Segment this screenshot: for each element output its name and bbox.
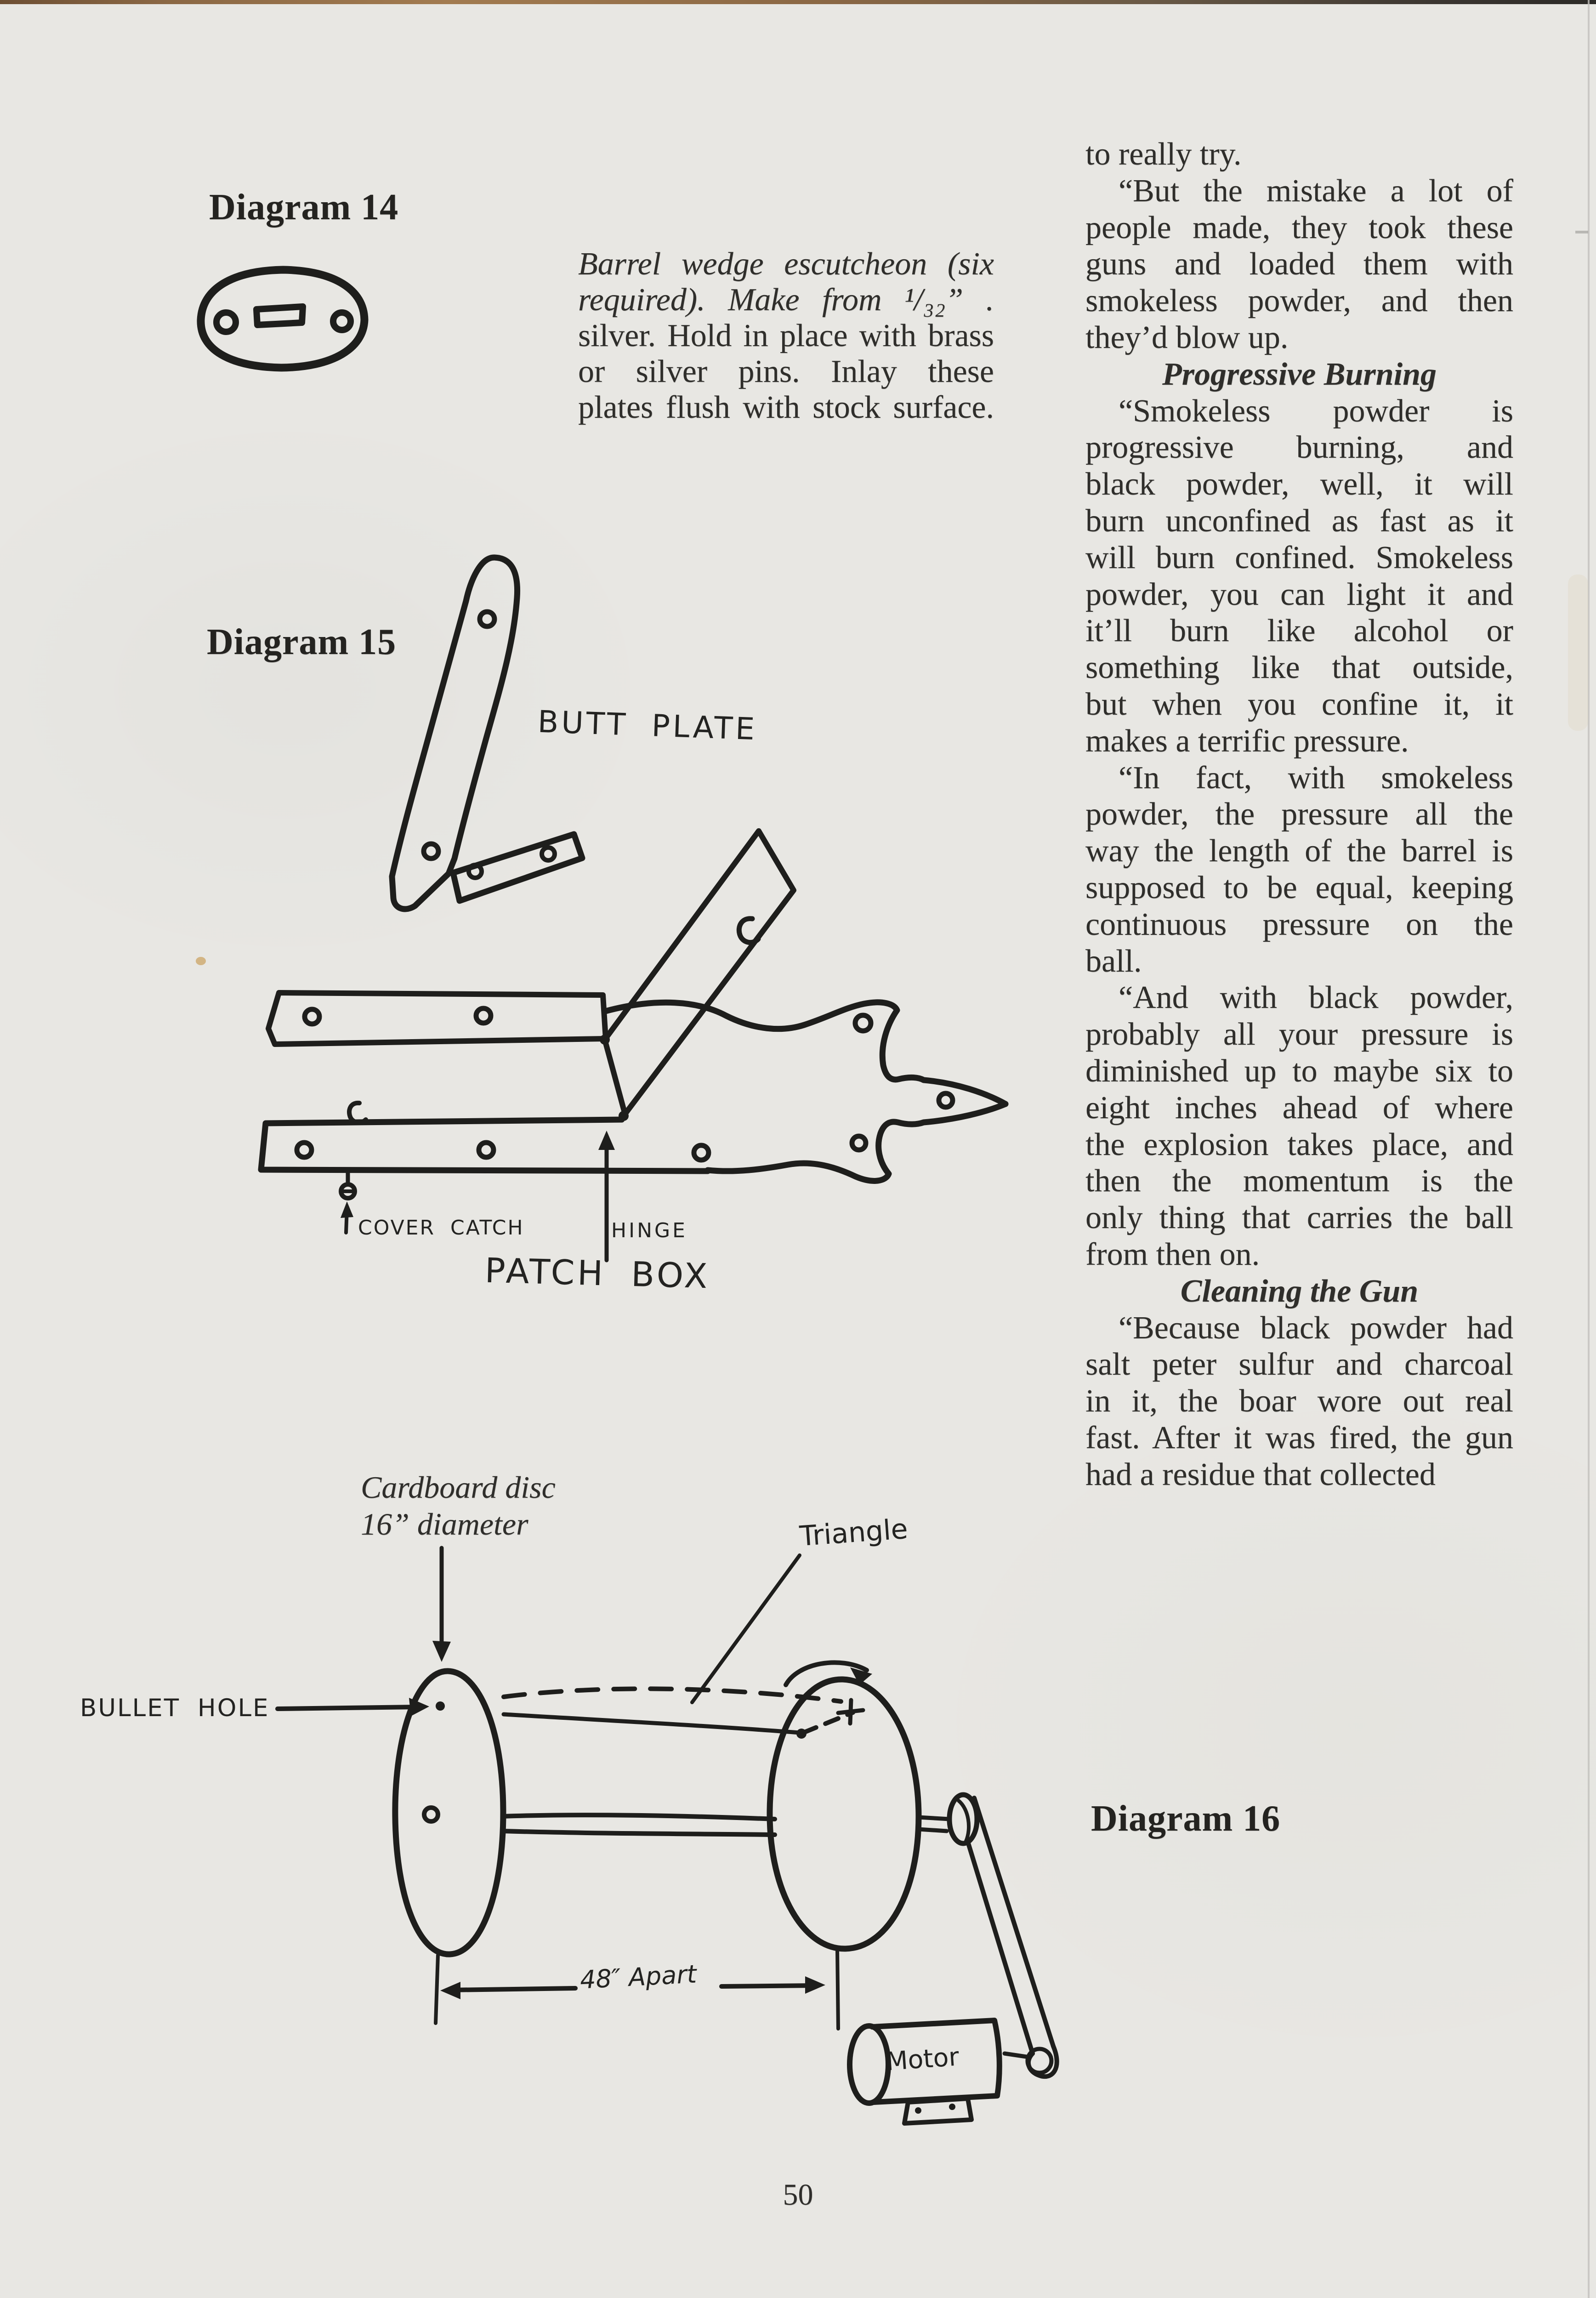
text-line: diminished up to maybe six to xyxy=(1085,1053,1513,1089)
bullet-hole-label: BULLET HOLE xyxy=(80,1694,270,1722)
bullet-hole-arrow-line xyxy=(278,1707,417,1709)
dimension-line-right xyxy=(721,1985,815,1986)
text-line: fast. After it was fired, the gun xyxy=(1085,1420,1513,1456)
text-line: supposed to be equal, keeping xyxy=(1085,870,1513,905)
belt-outer xyxy=(974,1798,1053,2046)
right-disc xyxy=(770,1679,919,1949)
text-line: powder, the pressure all the xyxy=(1085,796,1513,832)
offset-dashed-line xyxy=(803,1712,853,1733)
diagram-15-label: Diagram 15 xyxy=(207,622,397,662)
axle-hole xyxy=(424,1808,438,1821)
caption-arrowhead xyxy=(432,1641,451,1662)
drive-pulley xyxy=(949,1795,977,1843)
text-line: powder, you can light it and xyxy=(1085,576,1513,612)
escutcheon-wedge-slot xyxy=(256,307,303,325)
dimension-arrowhead-right xyxy=(805,1976,825,1994)
left-disc xyxy=(395,1671,503,1954)
screw-hole xyxy=(297,1143,312,1157)
escutcheon-outline xyxy=(201,270,364,368)
finial-hole xyxy=(852,1136,866,1150)
text-line: from then on. xyxy=(1085,1236,1260,1272)
text-line: black powder, well, it will xyxy=(1085,466,1513,502)
caption-line: required). Make from ¹/₃₂” . xyxy=(578,282,994,318)
finial-hole xyxy=(939,1093,953,1107)
text-line: it’ll burn like alcohol or xyxy=(1085,613,1513,649)
disc-rig-drawing xyxy=(278,1548,1057,2123)
text-line: ball. xyxy=(1085,943,1142,979)
text-line: “Smokeless powder is xyxy=(1119,393,1513,429)
butt-plate-label: BUTT PLATE xyxy=(537,704,758,747)
text-line: but when you confine it, it xyxy=(1085,686,1513,722)
triangle-pointer-line xyxy=(692,1555,800,1702)
text-line: “And with black powder, xyxy=(1119,980,1513,1016)
caption-line: Barrel wedge escutcheon (six xyxy=(578,246,994,282)
text-line: to really try. xyxy=(1085,137,1242,172)
patch-box-drawing xyxy=(261,831,1005,1260)
patch-box-lid xyxy=(605,831,794,1114)
motor-body xyxy=(872,2020,1000,2102)
diagram-14-label: Diagram 14 xyxy=(209,187,399,228)
caption-line: silver. Hold in place with brass xyxy=(578,318,994,353)
distance-48-apart-label: 48″ Apart xyxy=(579,1959,698,1995)
pulley-rim xyxy=(959,1801,969,1841)
triangle-label: Triangle xyxy=(798,1513,909,1553)
page-number: 50 xyxy=(783,2178,813,2212)
text-line: in it, the boar wore out real xyxy=(1085,1383,1513,1419)
text-line: continuous pressure on the xyxy=(1085,906,1513,942)
screw-hole xyxy=(542,848,555,860)
hinge-arrowhead xyxy=(598,1131,615,1150)
finial-upper-edge xyxy=(606,1002,1005,1104)
motor-base-bolt xyxy=(915,2107,921,2114)
finial-hole xyxy=(855,1015,871,1031)
text-line: burn unconfined as fast as it xyxy=(1085,503,1513,539)
text-line: then the momentum is the xyxy=(1085,1163,1513,1199)
text-line: had a residue that collected xyxy=(1085,1456,1436,1492)
text-line: eight inches ahead of where xyxy=(1085,1090,1513,1126)
text-line: the explosion takes place, and xyxy=(1085,1126,1513,1162)
escutcheon-pin-hole xyxy=(333,313,351,330)
catch-arrowhead xyxy=(341,1201,353,1218)
screw-hole xyxy=(480,612,494,626)
text-line: “But the mistake a lot of xyxy=(1119,173,1513,209)
text-line: smokeless powder, and then xyxy=(1085,283,1513,319)
hinge-label: HINGE xyxy=(611,1219,687,1242)
lid-catch-mark xyxy=(739,919,758,943)
motor-pulley xyxy=(1028,2049,1051,2073)
caption-line: plates flush with stock surface. xyxy=(578,390,994,425)
text-line: makes a terrific pressure. xyxy=(1085,723,1409,759)
screw-hole xyxy=(424,844,438,859)
screw-hole xyxy=(305,1009,319,1024)
screw-hole xyxy=(469,865,482,878)
diagram-16-label: Diagram 16 xyxy=(1091,1798,1281,1839)
right-disc-stand xyxy=(837,1949,838,2029)
motor-base-bolt xyxy=(949,2104,955,2110)
text-line: progressive burning, and xyxy=(1085,430,1513,466)
dimension-line-left xyxy=(449,1988,575,1990)
text-line: people made, they took these xyxy=(1085,210,1513,245)
motor-shaft xyxy=(1005,2053,1029,2057)
text-line: salt peter sulfur and charcoal xyxy=(1085,1347,1513,1382)
dimension-arrowhead-left xyxy=(440,1982,460,1999)
section-heading: Cleaning the Gun xyxy=(1180,1273,1419,1309)
escutcheon-pin-hole xyxy=(216,313,236,332)
left-disc-stand xyxy=(436,1955,438,2023)
motor-end-cap xyxy=(850,2026,888,2103)
text-line: probably all your pressure is xyxy=(1085,1017,1513,1052)
text-line: guns and loaded them with xyxy=(1085,246,1513,282)
text-line: they’d blow up. xyxy=(1085,319,1289,355)
motor-label: Motor xyxy=(885,2042,960,2076)
caption-line: or silver pins. Inlay these xyxy=(578,354,994,389)
caption-line: Cardboard disc xyxy=(361,1470,556,1505)
motor-base xyxy=(904,2099,971,2123)
text-line: only thing that carries the ball xyxy=(1085,1200,1513,1236)
bullet-hole-dot xyxy=(436,1701,445,1711)
string-line xyxy=(504,1714,800,1733)
patch-box-title: PATCH BOX xyxy=(484,1251,711,1297)
text-line: something like that outside, xyxy=(1085,650,1513,686)
pulley-shaft xyxy=(919,1817,949,1831)
butt-plate-drawing xyxy=(392,557,582,909)
axle-top-line xyxy=(503,1815,775,1819)
text-line: “Because black powder had xyxy=(1119,1310,1513,1346)
escutcheon-drawing xyxy=(201,270,364,368)
screw-hole xyxy=(476,1008,491,1023)
screw-hole xyxy=(479,1143,494,1157)
plus-mark xyxy=(838,1700,863,1724)
section-heading: Progressive Burning xyxy=(1162,356,1437,392)
bullet-path-dashed-line xyxy=(504,1689,841,1701)
right-disc-dot xyxy=(796,1729,807,1739)
text-line: will burn confined. Smokeless xyxy=(1085,540,1513,575)
cover-catch-label: COVER CATCH xyxy=(358,1216,524,1240)
finial-lower-edge xyxy=(708,1104,1005,1181)
pivot-dot xyxy=(600,1035,610,1045)
text-line: way the length of the barrel is xyxy=(1085,833,1513,869)
caption-line: 16” diameter xyxy=(361,1507,528,1541)
text-line: “In fact, with smokeless xyxy=(1119,760,1513,796)
axle-bottom-line xyxy=(503,1831,775,1835)
screw-hole xyxy=(694,1145,709,1160)
